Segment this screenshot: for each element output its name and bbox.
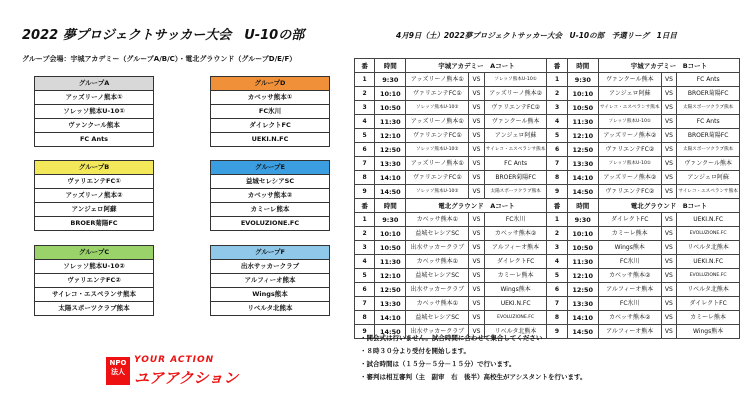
group-header: グループD [211, 77, 329, 90]
table-row [355, 143, 740, 157]
vs-label: VS [661, 283, 677, 297]
team-name: ソレッソ熊本U-10① [598, 157, 661, 171]
match-time: 12:10 [375, 269, 406, 283]
team-name: ソレッソ熊本U-10② [406, 101, 469, 115]
match-time: 12:50 [375, 283, 406, 297]
team-name: 益城セレシアSC [406, 227, 469, 241]
match-time: 10:10 [567, 87, 598, 101]
vs-label: VS [469, 143, 485, 157]
match-time: 13:30 [567, 157, 598, 171]
note-line: ・試合時間は（１５分－５分－１５分）で行います。 [360, 360, 516, 368]
vs-label: VS [661, 213, 677, 227]
match-number: 2 [547, 87, 567, 101]
schedule-table-uki [354, 58, 740, 199]
match-time: 14:50 [375, 325, 406, 339]
match-time: 14:10 [567, 171, 598, 185]
vs-label: VS [469, 101, 485, 115]
match-number: 9 [355, 325, 375, 339]
match-number: 3 [355, 101, 375, 115]
team-name: 出水サッカークラブ [406, 283, 469, 297]
team-name: FC Ants [677, 115, 740, 129]
match-number: 6 [547, 283, 567, 297]
group-a-box [34, 76, 154, 147]
match-time: 9:30 [375, 213, 406, 227]
team-name: ダイレクトFC [484, 255, 547, 269]
match-number: 2 [355, 227, 375, 241]
vs-label: VS [469, 227, 485, 241]
team-name: カミーレ熊本 [677, 311, 740, 325]
group-team: ソレッソ熊本U-10① [35, 104, 153, 118]
match-number: 3 [355, 241, 375, 255]
team-name: FC氷川 [598, 297, 661, 311]
group-header: グループF [211, 246, 329, 259]
vs-label: VS [661, 241, 677, 255]
team-name: アンジェロ阿蘇 [484, 129, 547, 143]
team-name: リベルタ北熊本 [677, 283, 740, 297]
team-name: BROER菊陽FC [677, 129, 740, 143]
team-name: UEKI.N.FC [677, 255, 740, 269]
group-team: FC Ants [35, 132, 153, 146]
table-row [355, 297, 740, 311]
column-header: 番 [355, 199, 375, 213]
team-name: ヴァリエンテFC② [484, 101, 547, 115]
vs-label: VS [469, 87, 485, 101]
match-time: 14:10 [567, 311, 598, 325]
group-team: ダイレクトFC [211, 118, 329, 132]
vs-label: VS [661, 311, 677, 325]
match-time: 14:10 [375, 171, 406, 185]
group-b-box [34, 160, 154, 231]
team-name: カベッサ熊本① [406, 297, 469, 311]
group-team: 益城セレシアSC [211, 174, 329, 188]
vs-label: VS [661, 129, 677, 143]
table-header-row [355, 199, 740, 213]
match-time: 13:30 [567, 297, 598, 311]
team-name: 出水サッカークラブ [406, 325, 469, 339]
match-number: 8 [547, 311, 567, 325]
match-time: 10:10 [375, 87, 406, 101]
group-team: アンジェロ阿蘇 [35, 202, 153, 216]
table-row [355, 227, 740, 241]
team-name: ヴァリエンテFC① [406, 129, 469, 143]
team-name: アンジェロ阿蘇 [598, 87, 661, 101]
table-row [355, 311, 740, 325]
group-d-box [210, 76, 330, 147]
match-time: 13:30 [375, 297, 406, 311]
team-name: アッズリーノ熊本② [598, 129, 661, 143]
team-name: サイレコ・エスペランサ熊本 [484, 143, 547, 157]
match-number: 1 [547, 213, 567, 227]
team-name: カベッサ熊本① [406, 213, 469, 227]
vs-label: VS [661, 227, 677, 241]
team-name: UEKI.N.FC [677, 213, 740, 227]
team-name: ヴァリエンテFC② [598, 185, 661, 199]
match-time: 12:10 [567, 269, 598, 283]
team-name: 益城セレシアSC [406, 311, 469, 325]
table-row [355, 185, 740, 199]
team-name: アルフィーオ熊本 [484, 241, 547, 255]
match-time: 10:50 [567, 101, 598, 115]
team-name: リベルタ北熊本 [677, 241, 740, 255]
column-header: 時間 [567, 59, 598, 73]
team-name: アンジェロ阿蘇 [677, 171, 740, 185]
vs-label: VS [469, 297, 485, 311]
team-name: ソレッソ熊本U-10② [406, 143, 469, 157]
column-header: 宇城アカデミー Aコート [406, 59, 547, 73]
vs-label: VS [661, 269, 677, 283]
team-name: カベッサ熊本① [406, 255, 469, 269]
match-time: 12:10 [567, 129, 598, 143]
team-name: アッズリーノ熊本① [406, 115, 469, 129]
group-team: UEKI.N.FC [211, 132, 329, 146]
team-name: ソレッソ熊本U-10② [406, 185, 469, 199]
group-team: アルフィーオ熊本 [211, 273, 329, 287]
team-name: 太陽スポーツクラブ熊本 [677, 101, 740, 115]
match-number: 4 [355, 255, 375, 269]
column-header: 時間 [375, 59, 406, 73]
team-name: Wings熊本 [677, 325, 740, 339]
group-team: サイレコ・エスペランサ熊本 [35, 287, 153, 301]
match-number: 1 [355, 213, 375, 227]
vs-label: VS [469, 73, 485, 87]
group-team: 太陽スポーツクラブ熊本 [35, 301, 153, 315]
vs-label: VS [661, 171, 677, 185]
schedule-subtitle: 4月9日（土）2022夢プロジェクトサッカー大会 U-10の部 予選リーグ 1日目 [396, 31, 677, 40]
logo-english: YOUR ACTION [134, 355, 215, 365]
team-name: アッズリーノ熊本① [406, 157, 469, 171]
match-time: 10:10 [567, 227, 598, 241]
vs-label: VS [661, 143, 677, 157]
match-number: 4 [355, 115, 375, 129]
vs-label: VS [469, 115, 485, 129]
match-number: 2 [547, 227, 567, 241]
vs-label: VS [661, 297, 677, 311]
group-team: カミーレ熊本 [211, 202, 329, 216]
group-c-box [34, 245, 154, 316]
match-time: 10:50 [375, 101, 406, 115]
match-time: 10:10 [375, 227, 406, 241]
match-time: 9:30 [375, 73, 406, 87]
match-number: 7 [547, 297, 567, 311]
match-time: 12:50 [375, 143, 406, 157]
match-time: 11:30 [567, 115, 598, 129]
team-name: カミーレ熊本 [598, 227, 661, 241]
team-name: 太陽スポーツクラブ熊本 [677, 143, 740, 157]
vs-label: VS [661, 115, 677, 129]
team-name: UEKI.N.FC [484, 297, 547, 311]
vs-label: VS [469, 171, 485, 185]
vs-label: VS [661, 87, 677, 101]
match-time: 14:50 [567, 325, 598, 339]
group-header: グループA [35, 77, 153, 90]
team-name: EVOLUZIONE.FC [677, 269, 740, 283]
match-time: 12:50 [567, 283, 598, 297]
group-team: Wings熊本 [211, 287, 329, 301]
vs-label: VS [661, 325, 677, 339]
vs-label: VS [469, 283, 485, 297]
group-f-box [210, 245, 330, 316]
team-name: ヴァンクール熊本 [598, 73, 661, 87]
team-name: 出水サッカークラブ [406, 241, 469, 255]
vs-label: VS [469, 255, 485, 269]
vs-label: VS [661, 157, 677, 171]
column-header: 番 [547, 199, 567, 213]
team-name: リベルタ北熊本 [484, 325, 547, 339]
team-name: ダイレクトFC [598, 213, 661, 227]
team-name: FC Ants [677, 73, 740, 87]
team-name: ヴァリエンテFC② [598, 143, 661, 157]
match-time: 10:50 [567, 241, 598, 255]
match-number: 9 [355, 185, 375, 199]
group-team: カベッサ熊本① [211, 90, 329, 104]
match-number: 5 [547, 129, 567, 143]
team-name: アルフィーオ熊本 [598, 283, 661, 297]
match-time: 13:30 [375, 157, 406, 171]
match-number: 5 [547, 269, 567, 283]
group-team: BROER菊陽FC [35, 216, 153, 230]
note-line: ・開会式は行いません。試合時間に合わせて集合してください [360, 334, 543, 342]
team-name: カベッサ熊本② [598, 269, 661, 283]
match-time: 14:50 [375, 185, 406, 199]
team-name: ダイレクトFC [677, 297, 740, 311]
team-name: BROER菊陽FC [484, 171, 547, 185]
group-e-box [210, 160, 330, 231]
vs-label: VS [661, 185, 677, 199]
match-number: 6 [547, 143, 567, 157]
match-number: 4 [547, 255, 567, 269]
group-header: グループE [211, 161, 329, 174]
group-team: ソレッソ熊本U-10② [35, 259, 153, 273]
match-number: 9 [547, 325, 567, 339]
match-number: 1 [547, 73, 567, 87]
team-name: サイレコ・エスペランサ熊本 [598, 101, 661, 115]
table-row [355, 87, 740, 101]
team-name: ソレッソ熊本U-10① [598, 115, 661, 129]
table-header-row [355, 59, 740, 73]
team-name: カベッサ熊本② [598, 311, 661, 325]
notes [360, 332, 587, 384]
logo-japanese: ユアアクション [134, 369, 239, 387]
match-number: 7 [355, 157, 375, 171]
match-number: 8 [355, 171, 375, 185]
team-name: 太陽スポーツクラブ熊本 [484, 185, 547, 199]
match-time: 14:10 [375, 311, 406, 325]
team-name: Wings熊本 [484, 283, 547, 297]
vs-label: VS [469, 213, 485, 227]
match-number: 1 [355, 73, 375, 87]
match-time: 11:30 [375, 115, 406, 129]
group-header: グループC [35, 246, 153, 259]
column-header: 宇城アカデミー Bコート [598, 59, 739, 73]
match-time: 11:30 [567, 255, 598, 269]
team-name: カミーレ熊本 [484, 269, 547, 283]
group-team: アッズリーノ熊本① [35, 90, 153, 104]
table-row [355, 115, 740, 129]
page-title: 2022 夢プロジェクトサッカー大会 U-10の部 [22, 28, 305, 43]
column-header: 番 [355, 59, 375, 73]
group-header: グループB [35, 161, 153, 174]
table-row [355, 157, 740, 171]
match-time: 9:30 [567, 213, 598, 227]
group-team: EVOLUZIONE.FC [211, 216, 329, 230]
table-row [355, 255, 740, 269]
table-row [355, 171, 740, 185]
team-name: EVOLUZIONE.FC [484, 311, 547, 325]
group-team: リベルタ北熊本 [211, 301, 329, 315]
table-row [355, 213, 740, 227]
vs-label: VS [469, 185, 485, 199]
npo-badge: NPO 法人 [106, 357, 130, 385]
column-header: 電北グラウンド Aコート [406, 199, 547, 213]
venue-info: グループ会場：宇城アカデミー（グループA/B/C）・電北グラウンド（グループD/E/F） [22, 55, 297, 63]
team-name: ヴァリエンテFC① [406, 87, 469, 101]
team-name: ヴァンクール熊本 [677, 157, 740, 171]
table-row [355, 129, 740, 143]
column-header: 電北グラウンド Bコート [598, 199, 739, 213]
vs-label: VS [469, 325, 485, 339]
group-team: 出水サッカークラブ [211, 259, 329, 273]
match-time: 10:50 [375, 241, 406, 255]
group-team: アッズリーノ熊本② [35, 188, 153, 202]
team-name: ヴァンクール熊本 [484, 115, 547, 129]
vs-label: VS [661, 73, 677, 87]
match-time: 12:50 [567, 143, 598, 157]
table-row [355, 101, 740, 115]
team-name: ヴァリエンテFC① [406, 171, 469, 185]
vs-label: VS [661, 255, 677, 269]
column-header: 時間 [375, 199, 406, 213]
vs-label: VS [469, 269, 485, 283]
match-number: 6 [355, 283, 375, 297]
match-time: 9:30 [567, 73, 598, 87]
team-name: アルフィーオ熊本 [598, 325, 661, 339]
table-row [355, 283, 740, 297]
group-team: ヴァリエンテFC① [35, 174, 153, 188]
match-number: 8 [547, 171, 567, 185]
team-name: サイレコ・エスペランサ熊本 [677, 185, 740, 199]
note-line: ・審判は相互審判（主 副审 右 後半）高校生がアシスタントを行います。 [360, 373, 587, 381]
team-name: アッズリーノ熊本② [484, 87, 547, 101]
organizer-logo [106, 355, 256, 389]
match-number: 5 [355, 129, 375, 143]
table-row [355, 241, 740, 255]
column-header: 時間 [567, 199, 598, 213]
team-name: FC Ants [484, 157, 547, 171]
team-name: アッズリーノ熊本② [598, 171, 661, 185]
table-row [355, 269, 740, 283]
vs-label: VS [469, 129, 485, 143]
team-name: カベッサ熊本② [484, 227, 547, 241]
team-name: FC氷川 [484, 213, 547, 227]
team-name: 益城セレシアSC [406, 269, 469, 283]
match-number: 4 [547, 115, 567, 129]
vs-label: VS [469, 241, 485, 255]
match-number: 6 [355, 143, 375, 157]
team-name: EVOLUZIONE.FC [677, 227, 740, 241]
match-time: 14:50 [567, 185, 598, 199]
group-team: カベッサ熊本② [211, 188, 329, 202]
team-name: アッズリーノ熊本① [406, 73, 469, 87]
match-number: 5 [355, 269, 375, 283]
group-team: ヴァンクール熊本 [35, 118, 153, 132]
match-number: 7 [355, 297, 375, 311]
vs-label: VS [661, 101, 677, 115]
column-header: 番 [547, 59, 567, 73]
table-row [355, 73, 740, 87]
match-number: 9 [547, 185, 567, 199]
team-name: BROER菊陽FC [677, 87, 740, 101]
match-time: 11:30 [375, 255, 406, 269]
group-team: ヴァリエンテFC② [35, 273, 153, 287]
team-name: FC氷川 [598, 255, 661, 269]
team-name: ソレッソ熊本U-10① [484, 73, 547, 87]
match-number: 3 [547, 241, 567, 255]
match-number: 3 [547, 101, 567, 115]
schedule-table-denboku [354, 198, 740, 339]
match-number: 8 [355, 311, 375, 325]
vs-label: VS [469, 157, 485, 171]
match-number: 2 [355, 87, 375, 101]
note-line: ・８時３０分より受付を開始します。 [360, 347, 470, 355]
match-time: 12:10 [375, 129, 406, 143]
match-number: 7 [547, 157, 567, 171]
group-team: FC氷川 [211, 104, 329, 118]
team-name: Wings熊本 [598, 241, 661, 255]
vs-label: VS [469, 311, 485, 325]
